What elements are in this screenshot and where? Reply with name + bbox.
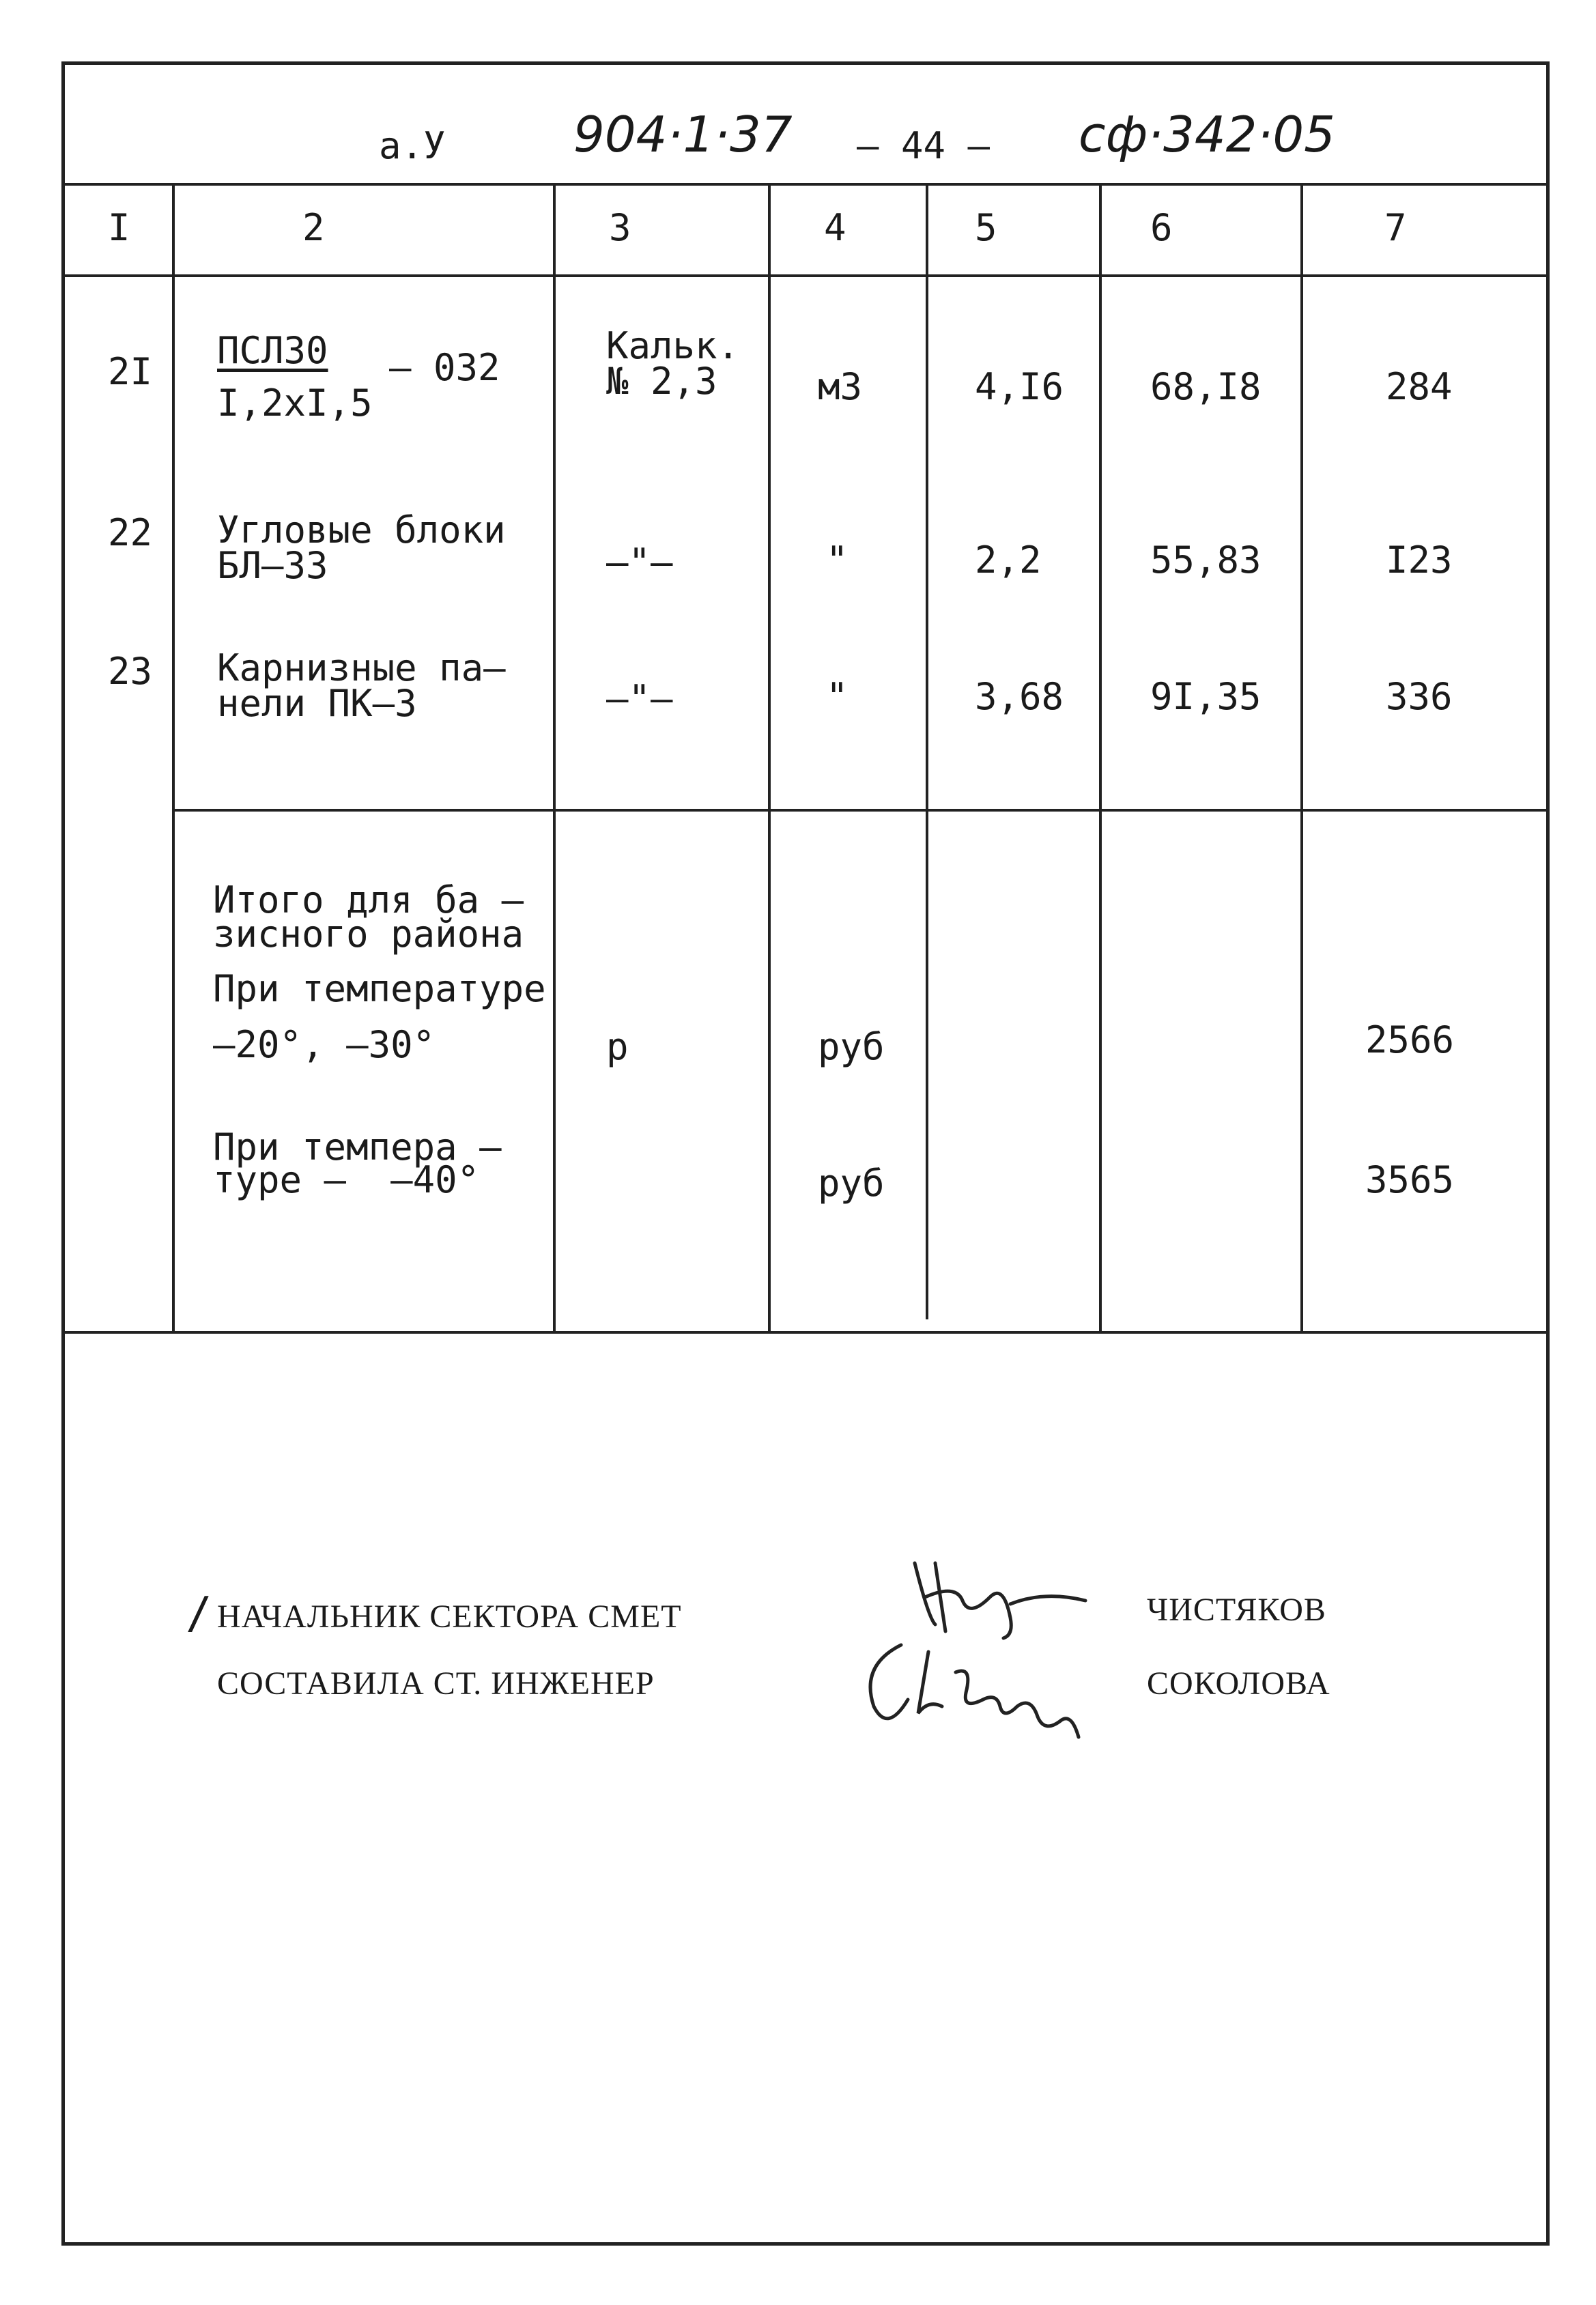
row-21-name-bottom: I,2xI,5 — [217, 382, 373, 425]
header-rule — [61, 183, 1550, 186]
row-22-number: 22 — [108, 511, 153, 554]
signature-mark: / — [186, 1588, 212, 1639]
col-rule-1 — [172, 183, 175, 1331]
row-23-name-1: Карнизные па– — [217, 646, 506, 689]
row-21-name-suffix: – 032 — [389, 346, 500, 389]
col-num-6: 6 — [1150, 206, 1173, 249]
row-22-price: 55,83 — [1150, 539, 1262, 582]
row-21-qty: 4,I6 — [975, 365, 1064, 408]
row-21-unit: м3 — [818, 365, 863, 408]
row-23-name-2: нели ПК–3 — [217, 682, 417, 725]
row-21-name-top: ПСЛ30 — [217, 329, 328, 372]
col-num-1: I — [108, 206, 130, 249]
head-name: ЧИСТЯКОВ — [1147, 1592, 1326, 1628]
row-23-qty: 3,68 — [975, 675, 1064, 718]
summary-t2-label-2: туре – –40° — [213, 1158, 480, 1201]
summary-t1-label-1: При температуре — [213, 967, 546, 1010]
row-22-unit: " — [826, 539, 849, 582]
document-code: сф·342·05 — [1079, 106, 1335, 163]
header-prefix: а.У — [379, 124, 446, 167]
col-rule-6 — [1300, 183, 1303, 1331]
handwritten-signature-compiler — [853, 1624, 1126, 1781]
row-21-basis-1: Кальк. — [606, 324, 740, 367]
summary-title-2: зисного района — [213, 913, 524, 956]
row-23-basis: –"– — [606, 677, 673, 720]
row-23-unit: " — [826, 675, 849, 718]
project-code: 904·1·37 — [573, 106, 793, 163]
summary-title-1: Итого для ба – — [213, 878, 524, 921]
col-rule-5 — [1099, 183, 1102, 1331]
summary-t1-unit: руб — [818, 1025, 885, 1068]
col-num-7: 7 — [1384, 206, 1407, 249]
summary-t1-total: 2566 — [1365, 1018, 1455, 1061]
row-22-name-2: БЛ–33 — [217, 544, 328, 587]
page-number: – 44 – — [857, 124, 991, 167]
row-23-number: 23 — [108, 650, 153, 693]
summary-rule — [172, 809, 1550, 812]
row-23-total: 336 — [1386, 675, 1453, 718]
col-rule-3 — [768, 183, 771, 1331]
col-num-5: 5 — [975, 206, 997, 249]
summary-t2-unit: руб — [818, 1162, 885, 1205]
row-22-total: I23 — [1386, 539, 1453, 582]
col-rule-2 — [553, 183, 556, 1331]
row-21-price: 68,I8 — [1150, 365, 1262, 408]
table-bottom-rule — [61, 1331, 1550, 1334]
col-num-3: 3 — [609, 206, 631, 249]
summary-t1-label-2: –20°, –30° — [213, 1023, 436, 1066]
summary-t2-total: 3565 — [1365, 1158, 1455, 1201]
summary-t1-basis: р — [606, 1025, 629, 1068]
compiler-title: СОСТАВИЛА СТ. ИНЖЕНЕР — [217, 1665, 655, 1702]
col-rule-4 — [926, 183, 928, 1319]
col-num-2: 2 — [302, 206, 325, 249]
row-22-qty: 2,2 — [975, 539, 1042, 582]
head-title: НАЧАЛЬНИК СЕКТОРА СМЕТ — [217, 1599, 682, 1635]
column-number-rule — [61, 274, 1550, 277]
col-num-4: 4 — [824, 206, 846, 249]
compiler-name: СОКОЛОВА — [1147, 1665, 1330, 1702]
summary-t2-label-1: При темпера – — [213, 1126, 502, 1169]
row-21-basis-2: № 2,3 — [606, 360, 717, 403]
row-22-name-1: Угловые блоки — [217, 509, 506, 552]
row-21-total: 284 — [1386, 365, 1453, 408]
row-23-price: 9I,35 — [1150, 675, 1262, 718]
row-21-number: 2I — [108, 350, 153, 393]
row-22-basis: –"– — [606, 541, 673, 584]
